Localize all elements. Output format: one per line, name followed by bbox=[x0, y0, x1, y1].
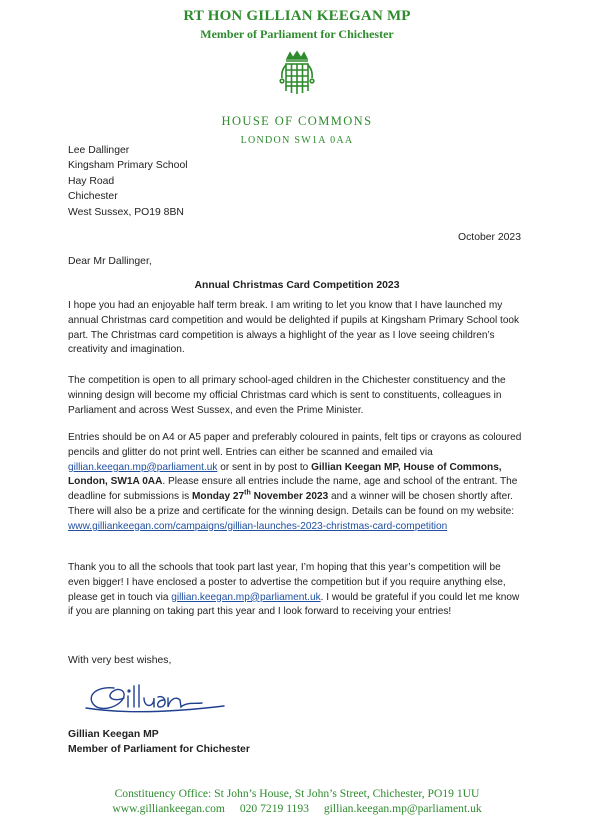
paragraph-intro: I hope you had an enjoyable half term break. I am writing to let you know that I have launched my annual Christmas card competition and would be delighted if pupils at Kingsham Primary School took part. The Christmas card competition is always a highlight of the year as I love seeing children’s creativity and imagination. bbox=[68, 300, 520, 356]
text-segment: . Please ensure all entries include the name, age and school of the entrant. The deadline for submissions is bbox=[68, 476, 518, 503]
footer-contacts bbox=[0, 802, 594, 817]
footer-email: gillian.keegan.mp@parliament.uk bbox=[323, 802, 482, 815]
website-link[interactable]: www.gilliankeegan.com/campaigns/gillian-launches-2023-christmas-card-competition bbox=[68, 520, 448, 532]
deadline-month-year: November 2023 bbox=[250, 491, 329, 503]
recipient-line: Hay Road bbox=[68, 175, 115, 187]
text-segment: Thank you to all the schools that took part last year, I’m hoping that this year’s competition will be even bigger! I have enclosed a poster to advertise the competition but if you require anything else, please get in touch via bbox=[68, 562, 506, 603]
recipient-address bbox=[68, 144, 368, 221]
letterhead-name: RT HON GILLIAN KEEGAN MP bbox=[183, 8, 411, 24]
recipient-line: West Sussex, PO19 8BN bbox=[68, 206, 184, 218]
letterhead-role: Member of Parliament for Chichester bbox=[200, 27, 394, 41]
recipient-line: Chichester bbox=[68, 191, 118, 203]
deadline-suffix: th bbox=[244, 489, 251, 497]
text-segment: . I would be grateful if you could let me know if you are planning on taking part this year and I look forward to receiving your entries! bbox=[68, 591, 520, 618]
deadline-day: Monday 27 bbox=[192, 491, 245, 503]
text-segment: or sent in by post to bbox=[217, 461, 312, 473]
text-segment: Entries should be on A4 or A5 paper and preferably coloured in paints, felt tips or crayons as coloured pencils and glitter do not print well. Entries can either be scanned and emailed via bbox=[68, 432, 522, 458]
footer-constituency-office: Constituency Office: St John’s House, St John’s Street, Chichester, PO19 1UU bbox=[114, 787, 480, 800]
signatory-role: Member of Parliament for Chichester bbox=[68, 744, 250, 755]
paragraph-thanks bbox=[68, 561, 524, 620]
deadline bbox=[192, 491, 328, 502]
portcullis-icon bbox=[278, 50, 316, 96]
text-segment: and a winner will be chosen shortly after. There will also be a prize and certificate for the winning design. Details can be found on my website: bbox=[68, 491, 515, 517]
email-link[interactable]: gillian.keegan.mp@parliament.uk bbox=[68, 461, 218, 473]
email-link[interactable]: gillian.keegan.mp@parliament.uk bbox=[171, 591, 321, 603]
closing: With very best wishes, bbox=[68, 655, 172, 666]
postal-address: Gillian Keegan MP, House of Commons, London, SW1A 0AA bbox=[68, 461, 502, 488]
paragraph-eligibility: The competition is open to all primary school-aged children in the Chichester constituency and the winning design will become my official Christmas card which is sent to constituents, colleagues in Parliament and across West Sussex, and even the Prime Minister. bbox=[68, 375, 506, 416]
recipient-line: Lee Dallinger bbox=[68, 145, 130, 156]
subject-heading: Annual Christmas Card Competition 2023 bbox=[194, 280, 400, 291]
paragraph-entry-details bbox=[68, 431, 524, 535]
salutation: Dear Mr Dallinger, bbox=[68, 256, 152, 267]
london-address: LONDON SW1A 0AA bbox=[240, 135, 354, 146]
recipient-line: Kingsham Primary School bbox=[68, 160, 188, 172]
letter-date: October 2023 bbox=[458, 232, 521, 243]
signature-image bbox=[84, 672, 244, 722]
footer-website: www.gilliankeegan.com bbox=[112, 802, 225, 815]
footer-phone: 020 7219 1193 bbox=[239, 802, 309, 815]
house-of-commons: HOUSE OF COMMONS bbox=[221, 114, 373, 128]
signatory-name: Gillian Keegan MP bbox=[68, 729, 159, 740]
